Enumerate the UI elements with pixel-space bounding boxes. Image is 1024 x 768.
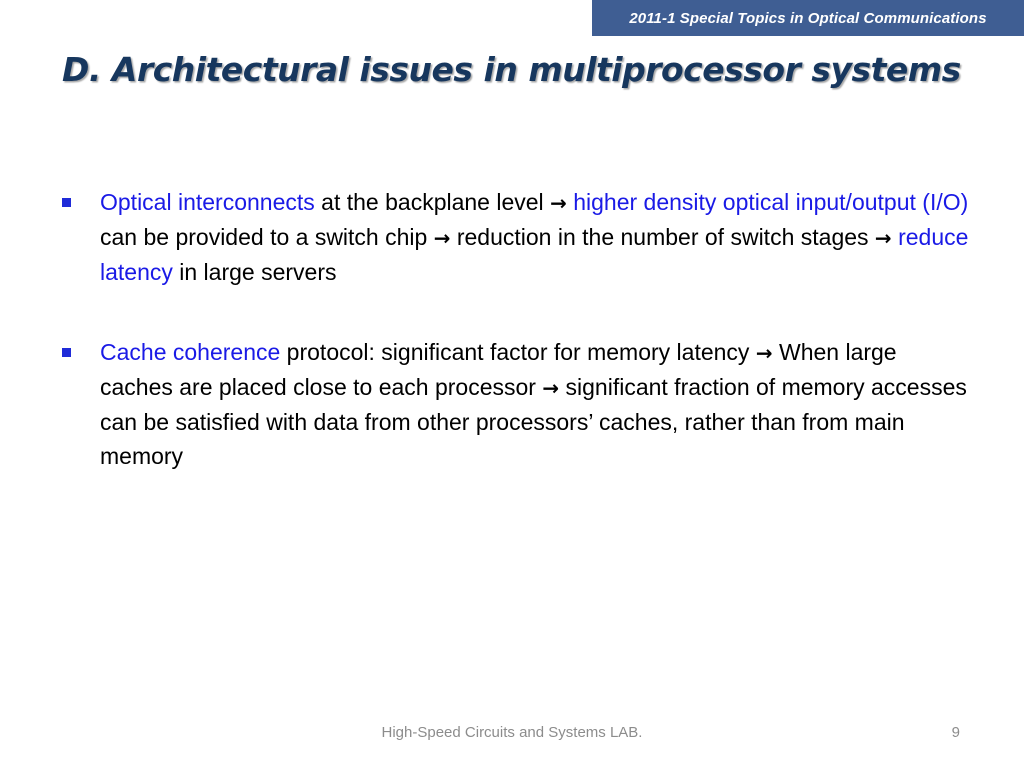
bullet-list — [62, 185, 972, 519]
right-arrow-icon: → — [433, 226, 451, 250]
course-title-text: 2011-1 Special Topics in Optical Communications — [629, 9, 987, 27]
highlighted-term: Cache coherence — [100, 339, 281, 365]
highlighted-term: reduce latency — [100, 224, 969, 285]
highlighted-term: higher density optical input/output (I/O) — [573, 189, 969, 215]
bullet-text-segment: protocol: significant factor for memory latency — [280, 339, 756, 365]
bullet-text-segment: reduction in the number of switch stages — [450, 224, 875, 250]
bullet-text-segment: can be provided to a switch chip — [100, 224, 434, 250]
bullet-text-segment: at the backplane level — [314, 189, 551, 215]
square-bullet-icon — [62, 348, 71, 357]
bullet-item — [62, 335, 972, 473]
course-title-badge — [592, 0, 1024, 36]
bullet-item — [62, 185, 972, 289]
bullet-text — [100, 339, 967, 469]
bullet-text-segment: in large servers — [172, 259, 337, 285]
right-arrow-icon: → — [542, 376, 560, 400]
bullet-text-segment: When large caches are placed close to each processor — [100, 339, 897, 400]
slide-title: D. Architectural issues in multiprocessor systems — [62, 50, 961, 89]
bullet-text-segment: significant fraction of memory accesses can be satisfied with data from other processors’ caches, rather than from main memory — [100, 374, 967, 469]
page-number: 9 — [951, 724, 960, 741]
bullet-text — [100, 189, 968, 285]
square-bullet-icon — [62, 198, 71, 207]
right-arrow-icon: → — [874, 226, 892, 250]
right-arrow-icon: → — [550, 191, 567, 215]
right-arrow-icon: → — [755, 341, 773, 365]
footer-lab-name: High-Speed Circuits and Systems LAB. — [381, 724, 643, 741]
highlighted-term: Optical interconnects — [100, 189, 315, 215]
